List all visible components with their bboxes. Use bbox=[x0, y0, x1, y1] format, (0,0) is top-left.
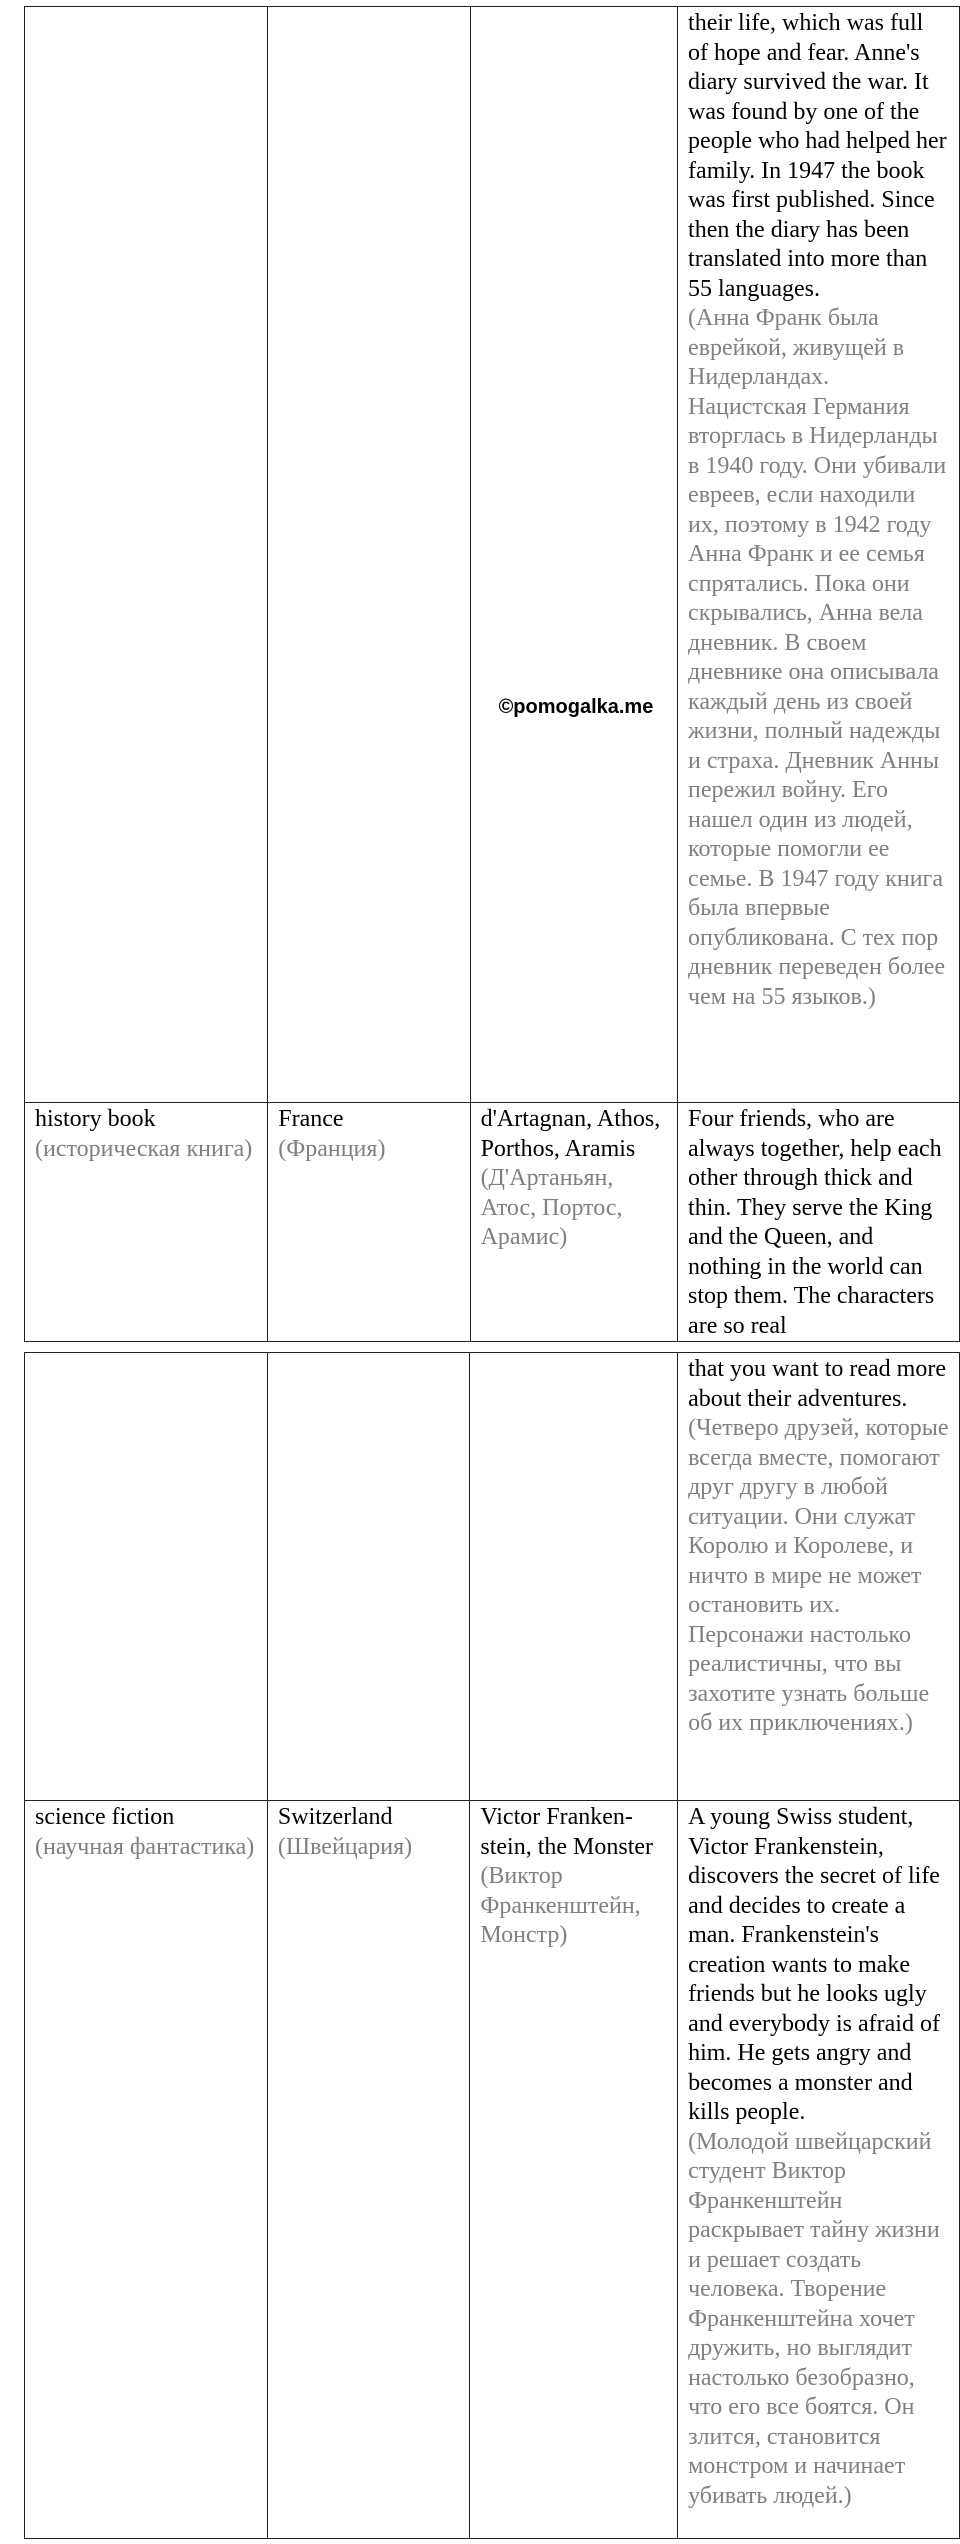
genre-cell bbox=[25, 1801, 268, 2539]
summary-cell bbox=[678, 7, 960, 1103]
summary-ru: (Молодой швейцарский студент Виктор Франкенштейн раскрывает тайну жизни и решает создать человека. Творение Франкенштейна хочет дружить, но выглядит настолько безобразно, что его все боятся. Он злится, становится монстром и начинает убивать людей.) bbox=[688, 2128, 940, 2509]
country-cell bbox=[268, 1103, 470, 1342]
country-cell bbox=[267, 1801, 469, 2539]
table-row bbox=[25, 1103, 960, 1342]
genre-ru: (научная фантастика) bbox=[35, 1833, 255, 1860]
genre-cell bbox=[25, 1103, 268, 1342]
summary-ru: (Четверо друзей, которые всегда вместе, помогают друг другу в любой ситуации. Они служат Королю и Королеве, и ничто в мире не может остановить их. Персонажи настолько реалистичны, что вы захотите узнать больше об их приключениях.) bbox=[688, 1415, 949, 1736]
table-row bbox=[25, 1801, 960, 2539]
characters-cell bbox=[470, 7, 677, 1103]
summary-en: that you want to read more about their adventures. bbox=[688, 1356, 946, 1412]
summary-en: A young Swiss student, Victor Frankenstein, discovers the secret of life and decides to create a man. Frankenstein's creation wants to make friends but he looks ugly and everybody is afraid of him. He gets angry and becomes a monster and kills people. bbox=[688, 1804, 940, 2125]
country-cell bbox=[268, 7, 470, 1103]
genre-cell bbox=[25, 7, 268, 1103]
characters-cell bbox=[470, 1801, 678, 2539]
genre-cell bbox=[25, 1353, 268, 1801]
country-cell bbox=[267, 1353, 469, 1801]
country-ru: (Швейцария) bbox=[277, 1833, 413, 1860]
table-row bbox=[25, 1353, 960, 1801]
country-en: France bbox=[278, 1106, 344, 1132]
country-ru: (Франция) bbox=[278, 1135, 386, 1162]
summary-cell bbox=[678, 1801, 960, 2539]
books-table-part-2 bbox=[24, 1352, 960, 2539]
summary-cell bbox=[678, 1103, 960, 1342]
summary-ru: (Анна Франк была еврейкой, живущей в Нидерландах. Нацистская Германия вторглась в Нидерланды в 1940 году. Они убивали евреев, если находили их, поэтому в 1942 году Анна Франк и ее семья спрятались. Пока они скрывались, Анна вела дневник. В своем дневнике она описывала каждый день из своей жизни, полный надежды и страха. Дневник Анны пережил войну. Его нашел один из людей, которые помогли ее семье. В 1947 году книга была впервые опубликована. С тех пор дневник переведен более чем на 55 языков.) bbox=[688, 305, 947, 1010]
characters-cell bbox=[470, 1103, 677, 1342]
country-en: Switzerland bbox=[277, 1804, 393, 1830]
characters-en: d'Artagnan, Athos, Porthos, Aramis bbox=[480, 1106, 661, 1162]
summary-en: Four friends, who are always together, help each other through thick and thin. They serve the King and the Queen, and nothing in the world can stop them. The characters are so real bbox=[688, 1106, 942, 1339]
genre-en: science fiction bbox=[35, 1804, 175, 1830]
genre-en: history book bbox=[35, 1106, 156, 1132]
characters-en: Victor Franken-stein, the Monster bbox=[480, 1804, 653, 1860]
characters-ru: (Виктор Франкенштейн, Монстр) bbox=[480, 1863, 641, 1948]
summary-en: their life, which was full of hope and fear. Anne's diary survived the war. It was found by one of the people who had helped her family. In 1947 the book was first published. Since then the diary has been translated into more than 55 languages. bbox=[688, 10, 947, 302]
summary-cell bbox=[678, 1353, 960, 1801]
watermark: ©pomogalka.me bbox=[498, 696, 654, 718]
genre-ru: (историческая книга) bbox=[35, 1135, 253, 1162]
characters-cell bbox=[470, 1353, 678, 1801]
table-row bbox=[25, 7, 960, 1103]
books-table-part-1 bbox=[24, 6, 960, 1342]
characters-ru: (Д'Артаньян, Атос, Портос, Арамис) bbox=[480, 1165, 623, 1250]
